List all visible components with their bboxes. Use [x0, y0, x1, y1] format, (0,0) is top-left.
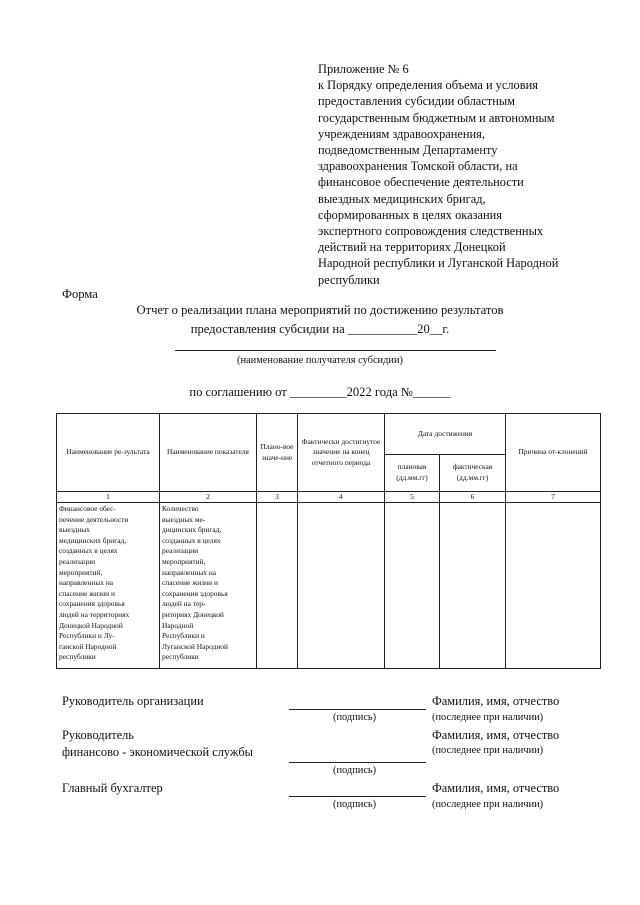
header-indicator-name: Наименование показателя — [160, 414, 257, 492]
planned-date-cell — [385, 503, 440, 669]
accountant-sign-caption: (подпись) — [333, 799, 377, 810]
finance-signature-line — [289, 762, 426, 763]
report-table — [56, 413, 601, 669]
appendix-line: к Порядку определения объема и условия — [318, 78, 538, 93]
cell-line: людей на территориях — [59, 609, 130, 619]
cell-line: реализации — [162, 546, 199, 556]
header-deviation-reason: Причина от-клонений — [506, 414, 601, 492]
cell-line: дицинских бригад, — [162, 525, 222, 535]
column-number: 2 — [160, 492, 257, 503]
cell-line: Количество — [162, 504, 199, 513]
column-number: 3 — [257, 492, 298, 503]
appendix-line: республики — [318, 272, 380, 287]
cell-line: выездных ме- — [162, 514, 206, 524]
head-name-note: (последнее при наличии) — [432, 712, 544, 723]
deviation-reason-cell — [506, 503, 601, 669]
header-planned-value: Плано-вое значе-ние — [257, 414, 298, 492]
cell-line: людей на тер- — [162, 599, 206, 609]
form-label: Форма — [62, 287, 98, 301]
cell-line: направленных на — [59, 578, 114, 588]
accountant-name-note: (последнее при наличии) — [432, 799, 544, 810]
column-number-row — [57, 492, 601, 503]
cell-line: реализации — [59, 556, 96, 566]
result-name-cell — [57, 503, 160, 669]
accountant-name: Фамилия, имя, отчество — [432, 781, 560, 795]
cell-line: Народной — [162, 620, 194, 630]
finance-name-note: (последнее при наличии) — [432, 745, 544, 756]
header-result-name: Наименование ре-зультата — [57, 414, 160, 492]
recipient-caption: (наименование получателя субсидии) — [237, 355, 403, 366]
cell-line: республики — [162, 652, 199, 662]
appendix-line: Народной республики и Луганской Народной — [318, 256, 559, 271]
appendix-line: выездных медицинских бригад, — [318, 191, 486, 206]
actual-value-cell — [298, 503, 385, 669]
head-name: Фамилия, имя, отчество — [432, 694, 560, 708]
column-number: 6 — [440, 492, 506, 503]
column-number: 1 — [57, 492, 160, 503]
header-actual-value: Фактически достигнутое значение на конец отчетного периода — [298, 414, 385, 492]
appendix-line: государственным бюджетным и автономным — [318, 110, 555, 125]
head-sign-caption: (подпись) — [333, 712, 377, 723]
appendix-line: Приложение № 6 — [318, 62, 409, 76]
appendix-line: подведомственным Департаменту — [318, 143, 498, 158]
cell-line: сохранения здоровья — [59, 599, 125, 609]
agreement-line: по соглашению от _________2022 года №______ — [189, 385, 451, 399]
finance-label: финансово - экономической службы — [62, 745, 253, 759]
appendix-line: сформированных в целях оказания — [318, 207, 502, 222]
accountant-label: Главный бухгалтер — [62, 781, 163, 795]
appendix-line: предоставления субсидии областным — [318, 94, 516, 109]
cell-line: выездных — [59, 525, 90, 535]
head-signature-line — [289, 709, 426, 710]
head-label: Руководитель организации — [62, 694, 204, 708]
appendix-line: здравоохранения Томской области, на — [318, 159, 518, 174]
table-row — [57, 503, 601, 669]
indicator-name-cell — [160, 503, 257, 669]
header-planned-date: плановая (дд.мм.гг) — [385, 455, 440, 492]
cell-line: медицинских бригад, — [59, 535, 127, 545]
appendix-line: экспертного сопровождения следственных — [318, 224, 544, 239]
cell-line: сохранения здоровья — [162, 588, 228, 598]
report-title: Отчет о реализации плана мероприятий по достижению результатов — [136, 303, 504, 317]
cell-line: республики — [59, 652, 96, 662]
accountant-signature-line — [289, 796, 426, 797]
column-number: 5 — [385, 492, 440, 503]
header-actual-date: фактическая (дд.мм.гг) — [440, 455, 506, 492]
cell-line: созданных в целях — [162, 535, 221, 545]
cell-line: Финансовое обес- — [59, 504, 116, 513]
cell-line: направленных на — [162, 567, 217, 577]
report-period: предоставления субсидии на ___________20__г. — [190, 322, 450, 336]
cell-line: Донецкой Народной — [59, 620, 123, 630]
appendix-header — [318, 61, 608, 288]
planned-value-cell — [257, 503, 298, 669]
cell-line: Луганской Народной — [162, 641, 228, 651]
cell-line: Республики и — [162, 631, 205, 641]
cell-line: спасение жизни и — [59, 588, 115, 598]
cell-line: печение деятельности — [59, 514, 129, 524]
finance-label: Руководитель — [62, 728, 134, 742]
column-number: 4 — [298, 492, 385, 503]
recipient-line — [175, 350, 496, 351]
actual-date-cell — [440, 503, 506, 669]
cell-line: ганской Народной — [59, 641, 117, 651]
column-number: 7 — [506, 492, 601, 503]
cell-line: Республики и Лу- — [59, 631, 115, 641]
cell-line: созданных в целях — [59, 546, 118, 556]
cell-line: риториях Донецкой — [162, 609, 224, 619]
header-achievement-date: Дата достижения — [385, 414, 506, 455]
cell-line: мероприятий, — [59, 567, 103, 577]
cell-line: мероприятий, — [162, 556, 206, 566]
appendix-line: финансовое обеспечение деятельности — [318, 175, 524, 190]
finance-name: Фамилия, имя, отчество — [432, 728, 560, 742]
cell-line: спасение жизни и — [162, 578, 218, 588]
appendix-line: учреждениям здравоохранения, — [318, 126, 485, 141]
finance-sign-caption: (подпись) — [333, 765, 377, 776]
appendix-line: действий на территориях Донецкой — [318, 240, 506, 255]
